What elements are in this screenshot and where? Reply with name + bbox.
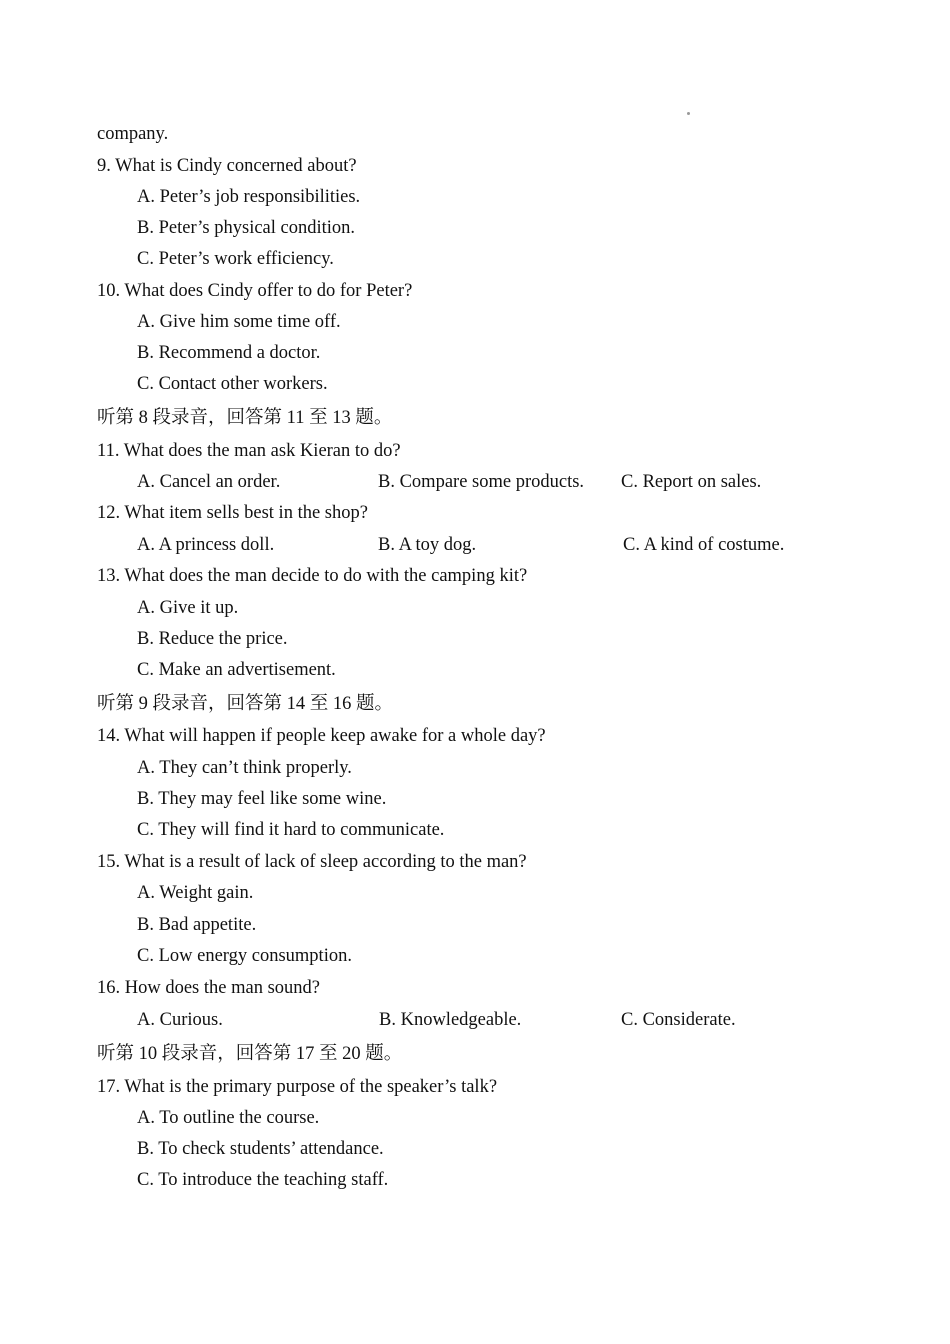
- question-14-option-c: C. They will find it hard to communicate.: [137, 820, 445, 840]
- question-11-option-b: B. Compare some products.: [378, 472, 585, 492]
- question-16-option-a: A. Curious.: [137, 1010, 223, 1030]
- lead-text: company.: [97, 124, 169, 144]
- question-16-stem: 16. How does the man sound?: [97, 978, 320, 998]
- question-14-option-a: A. They can’t think properly.: [137, 758, 352, 778]
- question-10-option-a: A. Give him some time off.: [137, 312, 341, 332]
- question-9-option-c: C. Peter’s work efficiency.: [137, 249, 334, 269]
- section-10-instruction: 听第 10 段录音，回答第 17 至 20 题。: [97, 1044, 403, 1064]
- question-15-option-c: C. Low energy consumption.: [137, 946, 352, 966]
- question-15-stem: 15. What is a result of lack of sleep according to the man?: [97, 852, 527, 872]
- question-10-option-c: C. Contact other workers.: [137, 374, 328, 394]
- question-13-stem: 13. What does the man decide to do with the camping kit?: [97, 566, 528, 586]
- question-12-option-a: A. A princess doll.: [137, 535, 275, 555]
- question-13-option-c: C. Make an advertisement.: [137, 660, 336, 680]
- question-17-option-b: B. To check students’ attendance.: [137, 1139, 384, 1159]
- question-17-option-c: C. To introduce the teaching staff.: [137, 1170, 389, 1190]
- question-13-option-a: A. Give it up.: [137, 598, 239, 618]
- question-14-stem: 14. What will happen if people keep awake for a whole day?: [97, 726, 546, 746]
- question-11-option-c: C. Report on sales.: [621, 472, 762, 492]
- stray-mark: [687, 112, 690, 115]
- question-12-option-c: C. A kind of costume.: [623, 535, 785, 555]
- question-11-stem: 11. What does the man ask Kieran to do?: [97, 441, 401, 461]
- question-9-option-a: A. Peter’s job responsibilities.: [137, 187, 361, 207]
- question-16-option-c: C. Considerate.: [621, 1010, 736, 1030]
- question-14-option-b: B. They may feel like some wine.: [137, 789, 387, 809]
- question-15-option-b: B. Bad appetite.: [137, 915, 257, 935]
- question-10-option-b: B. Recommend a doctor.: [137, 343, 321, 363]
- question-12-option-b: B. A toy dog.: [378, 535, 477, 555]
- section-9-instruction: 听第 9 段录音，回答第 14 至 16 题。: [97, 694, 394, 714]
- question-15-option-a: A. Weight gain.: [137, 883, 254, 903]
- question-17-stem: 17. What is the primary purpose of the speaker’s talk?: [97, 1077, 498, 1097]
- question-9-stem: 9. What is Cindy concerned about?: [97, 156, 357, 176]
- section-8-instruction: 听第 8 段录音，回答第 11 至 13 题。: [97, 408, 393, 428]
- question-12-stem: 12. What item sells best in the shop?: [97, 503, 368, 523]
- question-9-option-b: B. Peter’s physical condition.: [137, 218, 356, 238]
- question-17-option-a: A. To outline the course.: [137, 1108, 320, 1128]
- question-13-option-b: B. Reduce the price.: [137, 629, 288, 649]
- question-11-option-a: A. Cancel an order.: [137, 472, 281, 492]
- question-10-stem: 10. What does Cindy offer to do for Peter?: [97, 281, 413, 301]
- question-16-option-b: B. Knowledgeable.: [379, 1010, 522, 1030]
